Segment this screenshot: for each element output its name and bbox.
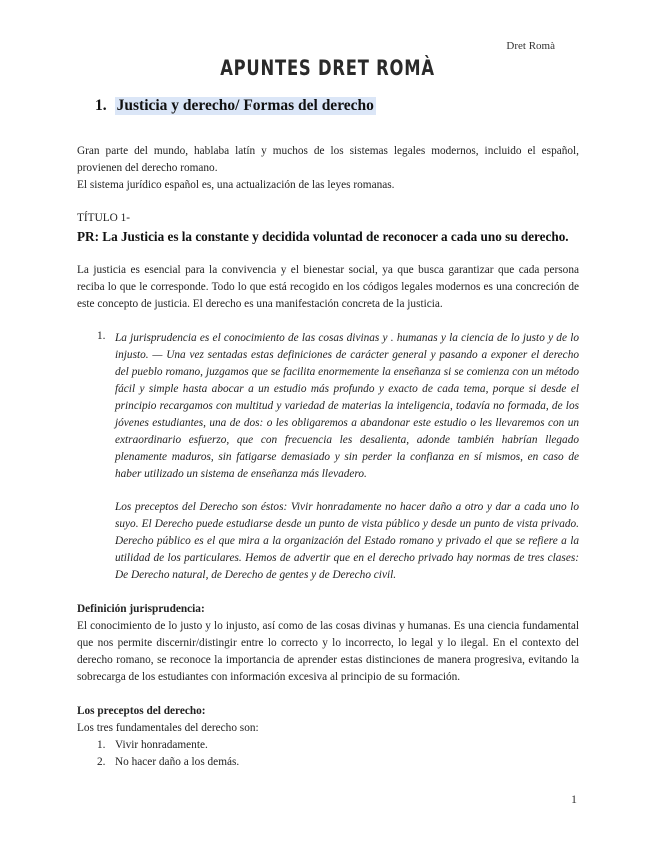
quote-paragraph-1: La jurisprudencia es el conocimiento de las cosas divinas y . humanas y la ciencia de lo justo y de lo injusto. — Una vez sentadas estas definiciones de carácter general y pasando a exponer el derecho del pueblo romano, juzgamos que se facilita enormemente la enseñanza si se comienza con un método fácil y simple hasta abocar a un estudio más profundo y exacto de cada tema, porque si desde el principio recargamos con multitud y variedad de materias la inteligencia, todavía no formada, de los jóvenes estudiantes, una de dos: o les obligaremos a abandonar este estudio o les llevaremos con un extraordinario esfuerzo, que con frecuencia les desalienta, adonde también habrían llegado plenamente maduros, sin fatigarse demasiado y sin perder la confianza en sí mismos, en caso de haber utilizado un sistema de enseñanza más llevadero. (115, 332, 579, 480)
preceptos-list (77, 737, 579, 771)
running-header: Dret Romà (506, 40, 555, 52)
list-item-number: 2. (97, 756, 106, 768)
list-item-number: 1. (97, 739, 106, 751)
quote-paragraph-2: Los preceptos del Derecho son éstos: Vivir honradamente no hacer daño a otro y dar a cada uno lo suyo. El Derecho puede estudiarse desde un punto de vista público y desde un punto de vista privado. Derecho público es el que mira a la organización del Estado romano y privado el que se refiere a la utilidad de los particulares. Hemos de advertir que en el derecho privado hay normas de tres clases: De Derecho natural, de Derecho de gentes y de Derecho civil. (115, 501, 579, 581)
page-number: 1 (571, 792, 577, 806)
list-item (97, 737, 579, 754)
intro-block (77, 143, 579, 194)
quote-block (97, 330, 579, 584)
quote-number: 1. (97, 330, 106, 342)
intro-paragraph: Gran parte del mundo, hablaba latín y muchos de los sistemas legales modernos, incluido el español, provienen del derecho romano. (77, 145, 579, 174)
section-title: Justicia y derecho/ Formas del derecho (116, 97, 374, 114)
pr-statement: PR: La Justicia es la constante y decidida voluntad de reconocer a cada uno su derecho. (77, 229, 569, 244)
preceptos-title: Los preceptos del derecho: (77, 705, 206, 717)
titulo-label: TÍTULO 1- (77, 212, 131, 224)
definicion-title: Definición jurisprudencia: (77, 603, 205, 615)
intro-paragraph-2: El sistema jurídico español es, una actualización de las leyes romanas. (77, 179, 395, 191)
list-item-text: No hacer daño a los demás. (115, 756, 240, 768)
section-heading (95, 97, 579, 115)
section-number: 1. (95, 97, 107, 114)
preceptos-intro: Los tres fundamentales del derecho son: (77, 722, 259, 734)
list-item-text: Vivir honradamente. (115, 739, 208, 751)
justicia-paragraph: La justicia es esencial para la convivencia y el bienestar social, ya que busca garantizar que cada persona reciba lo que le corresponde. Todo lo que está recogido en los códigos legales modernos es una concreción de este concepto de justicia. El derecho es una manifestación concreta de la justicia. (77, 264, 579, 310)
definicion-text: El conocimiento de lo justo y lo injusto, así como de las cosas divinas y humanas. Es una ciencia fundamental que nos permite discernir/distingir entre lo correcto y lo incorrecto, lo legal y lo ilegal. En el contexto del derecho romano, se reconoce la importancia de aprender estas distinciones de manera progresiva, evitando la sobrecarga de los estudiantes con información excesiva al principio de su formación. (77, 620, 579, 683)
list-item (97, 754, 579, 771)
page-content (77, 97, 579, 771)
document-title: APUNTES DRET ROMÀ (220, 56, 435, 80)
